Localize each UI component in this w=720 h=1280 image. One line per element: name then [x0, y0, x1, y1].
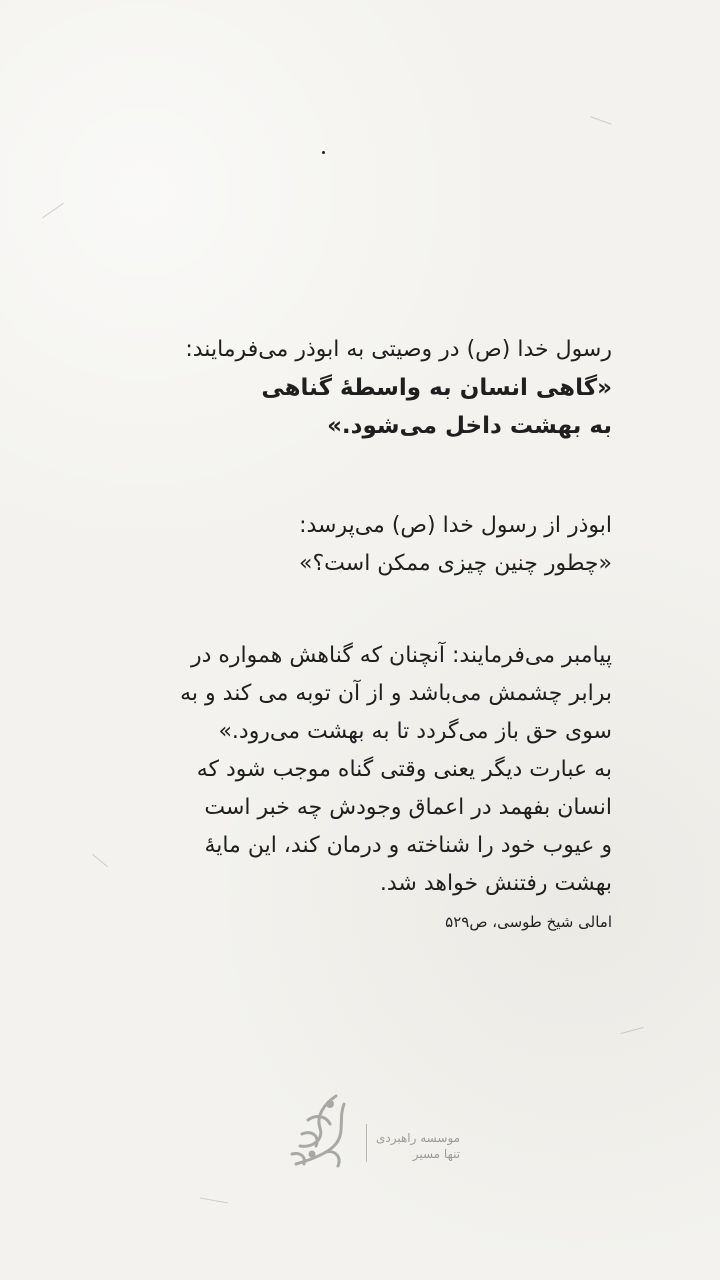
explanation-line: انسان بفهمد در اعماق وجودش چه خبر است: [204, 795, 612, 820]
paper-fiber: [620, 1027, 643, 1034]
quote-bold-line: به بهشت داخل می‌شود.»: [327, 413, 612, 439]
answer-line: پیامبر می‌فرمایند: آنچنان که گناهش همواره در: [190, 643, 612, 668]
hadith-quote: [112, 331, 612, 445]
logo-name-line1: موسسه راهبردی: [376, 1131, 461, 1145]
abuzar-question: [112, 507, 612, 583]
explanation-line: بهشت رفتنش خواهد شد.: [379, 871, 612, 896]
source-citation: امالی شیخ طوسی، ص۵۲۹: [445, 913, 612, 931]
logo-divider: [366, 1124, 367, 1162]
question-line: «چطور چنین چیزی ممکن است؟»: [299, 551, 612, 576]
logo-name: [376, 1130, 460, 1162]
paper-fiber: [590, 116, 611, 124]
logo-name-line2: تنها مسیر: [412, 1147, 461, 1161]
answer-line: سوی حق باز می‌گردد تا به بهشت می‌رود.»: [218, 719, 612, 744]
answer-line: برابر چشمش می‌باشد و از آن توبه می کند و به: [180, 681, 612, 706]
ink-speck: [322, 151, 325, 154]
paper-fiber: [42, 203, 64, 219]
prophet-answer: [112, 637, 612, 935]
explanation-line: به عبارت دیگر یعنی وقتی گناه موجب شود که: [196, 757, 612, 782]
explanation-line: و عیوب خود را شناخته و درمان کند، این مایۀ: [204, 833, 612, 858]
calligraphy-logo-icon: [286, 1090, 358, 1174]
quote-bold-line: «گاهی انسان به واسطۀ گناهی: [261, 375, 612, 401]
question-intro-line: ابوذر از رسول خدا (ص) می‌پرسد:: [299, 513, 612, 538]
paper-fiber: [92, 854, 108, 868]
quote-intro-line: رسول خدا (ص) در وصیتی به ابوذر می‌فرمایند:: [185, 337, 612, 362]
paper-fiber: [200, 1198, 228, 1204]
institute-logo: [286, 1090, 476, 1180]
